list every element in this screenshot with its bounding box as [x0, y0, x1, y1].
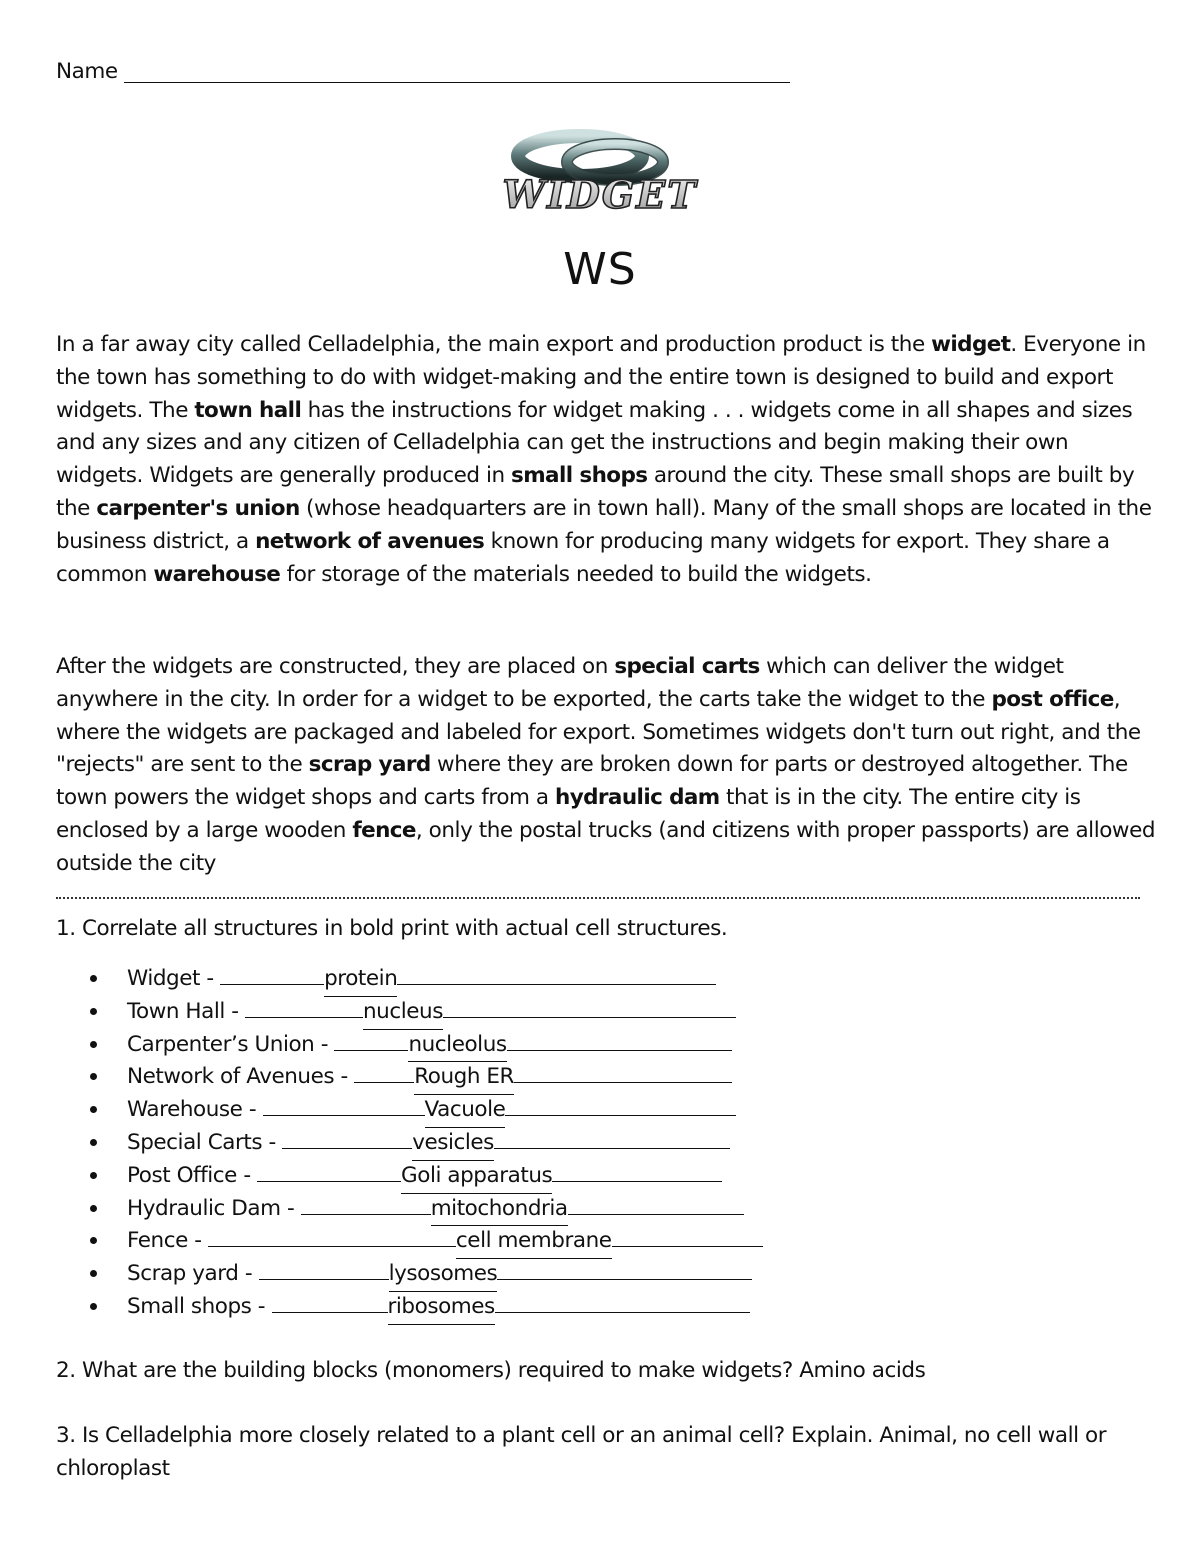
- cell-structure-answer[interactable]: nucleolus: [408, 1029, 506, 1063]
- story-text: that is in the city. The entire city is enclosed by a large wooden: [56, 785, 1081, 843]
- story-text: for storage of the materials needed to build the widgets.: [280, 561, 872, 587]
- logo-wordmark: WIDGET: [502, 172, 698, 217]
- answer-blank[interactable]: [397, 962, 716, 985]
- structure-label: Carpenter’s Union -: [127, 1031, 335, 1057]
- answer-blank[interactable]: [612, 1224, 763, 1247]
- structure-label: Special Carts -: [127, 1129, 283, 1155]
- cell-structure-answer[interactable]: Rough ER: [414, 1061, 514, 1095]
- structure-label: Town Hall -: [127, 998, 245, 1024]
- bold-structure-term: small shops: [511, 463, 648, 489]
- story-text: , where the widgets are packaged and labeled for export. Sometimes widgets don't turn out right, and the "rejects" are sent to the: [56, 686, 1141, 778]
- cell-structure-answer[interactable]: lysosomes: [389, 1258, 498, 1292]
- story-text: where they are broken down for parts or destroyed altogether. The town powers the widget shops and carts from a: [56, 752, 1128, 811]
- structure-label: Widget -: [127, 966, 221, 991]
- structure-label: Scrap yard -: [127, 1261, 259, 1287]
- correlation-item: [80, 1126, 763, 1159]
- structure-label: Warehouse -: [127, 1097, 263, 1123]
- answer-blank[interactable]: [272, 1290, 388, 1313]
- correlation-item: [80, 1159, 763, 1192]
- bold-structure-term: hydraulic dam: [555, 785, 720, 811]
- correlation-item: [80, 1257, 763, 1290]
- story-text: has the instructions for widget making . . . widgets come in all shapes and sizes and any sizes and any citizen of Celladelphia can get the instructions and begin making their own widgets. Widgets are generally produced in: [56, 397, 1133, 489]
- structure-label: Post Office -: [127, 1162, 258, 1188]
- answer-blank[interactable]: [354, 1060, 414, 1083]
- dotted-divider: [56, 897, 1140, 899]
- question-2: 2. What are the building blocks (monomers) required to make widgets? Amino acids: [56, 1358, 926, 1383]
- cell-structure-answer[interactable]: nucleus: [363, 996, 443, 1030]
- correlation-item: [80, 1224, 763, 1257]
- bold-structure-term: town hall: [194, 397, 302, 423]
- page-title: WS: [563, 244, 637, 295]
- story-text: which can deliver the widget anywhere in the city. In order for a widget to be exported, the carts take the widget to the: [56, 654, 1064, 712]
- story-paragraph-1: [56, 329, 1156, 591]
- answer-blank[interactable]: [220, 962, 324, 985]
- story-text: around the city. These small shops are built by the: [56, 463, 1135, 521]
- answer-blank[interactable]: [259, 1257, 389, 1280]
- story-text: After the widgets are constructed, they are placed on: [56, 654, 615, 679]
- widget-logo: [440, 128, 760, 218]
- correlation-list: [80, 962, 763, 1323]
- story-text: In a far away city called Celladelphia, the main export and production product is the: [56, 332, 932, 357]
- correlation-item: [80, 1028, 763, 1061]
- answer-blank[interactable]: [334, 1028, 408, 1051]
- answer-blank[interactable]: [208, 1224, 456, 1247]
- bold-structure-term: special carts: [614, 654, 760, 679]
- bold-structure-term: post office: [991, 686, 1114, 712]
- question-1: 1. Correlate all structures in bold print with actual cell structures.: [56, 916, 728, 941]
- answer-blank[interactable]: [494, 1126, 730, 1149]
- name-label: Name: [56, 59, 118, 84]
- cell-structure-answer[interactable]: Vacuole: [425, 1094, 506, 1128]
- answer-blank[interactable]: [443, 995, 736, 1018]
- story-text: (whose headquarters are in town hall). Many of the small shops are located in the business district, a: [56, 495, 1152, 554]
- correlation-item: [80, 995, 763, 1028]
- bold-structure-term: carpenter's union: [96, 495, 300, 521]
- question-3: 3. Is Celladelphia more closely related to a plant cell or an animal cell? Explain. Animal, no cell wall or chloroplast: [56, 1423, 1107, 1481]
- name-field-line[interactable]: [124, 82, 790, 83]
- bold-structure-term: scrap yard: [308, 752, 431, 778]
- bold-structure-term: warehouse: [153, 561, 281, 587]
- cell-structure-answer[interactable]: Goli apparatus: [401, 1160, 552, 1194]
- answer-blank[interactable]: [245, 995, 363, 1018]
- answer-blank[interactable]: [257, 1159, 401, 1182]
- correlation-item: [80, 1060, 763, 1093]
- correlation-item: [80, 1290, 763, 1323]
- answer-blank[interactable]: [552, 1159, 722, 1182]
- bold-structure-term: fence: [352, 817, 416, 843]
- correlation-item: [80, 1093, 763, 1126]
- story-text: known for producing many widgets for export. They share a common: [56, 528, 1110, 587]
- structure-label: Hydraulic Dam -: [127, 1195, 301, 1221]
- answer-blank[interactable]: [263, 1093, 425, 1116]
- cell-structure-answer[interactable]: vesicles: [412, 1127, 494, 1161]
- cell-structure-answer[interactable]: protein: [324, 963, 397, 997]
- cell-structure-answer[interactable]: mitochondria: [431, 1193, 568, 1227]
- bold-structure-term: network of avenues: [255, 528, 485, 554]
- structure-label: Fence -: [127, 1228, 208, 1254]
- answer-blank[interactable]: [507, 1028, 732, 1051]
- cell-structure-answer[interactable]: cell membrane: [456, 1225, 612, 1259]
- correlation-item: [80, 962, 763, 995]
- structure-label: Network of Avenues -: [127, 1064, 355, 1090]
- answer-blank[interactable]: [495, 1290, 750, 1313]
- story-paragraph-2: [56, 651, 1156, 881]
- structure-label: Small shops -: [127, 1293, 272, 1319]
- answer-blank[interactable]: [505, 1093, 736, 1116]
- story-text: . Everyone in the town has something to do with widget-making and the entire town is designed to build and export widgets. The: [56, 332, 1146, 423]
- answer-blank[interactable]: [282, 1126, 412, 1149]
- bold-structure-term: widget: [931, 332, 1011, 357]
- correlation-item: [80, 1192, 763, 1225]
- story-text: , only the postal trucks (and citizens with proper passports) are allowed outside the city: [56, 817, 1156, 876]
- cell-structure-answer[interactable]: ribosomes: [388, 1291, 495, 1325]
- answer-blank[interactable]: [514, 1060, 732, 1083]
- answer-blank[interactable]: [497, 1257, 752, 1280]
- answer-blank[interactable]: [568, 1192, 744, 1215]
- answer-blank[interactable]: [301, 1192, 431, 1215]
